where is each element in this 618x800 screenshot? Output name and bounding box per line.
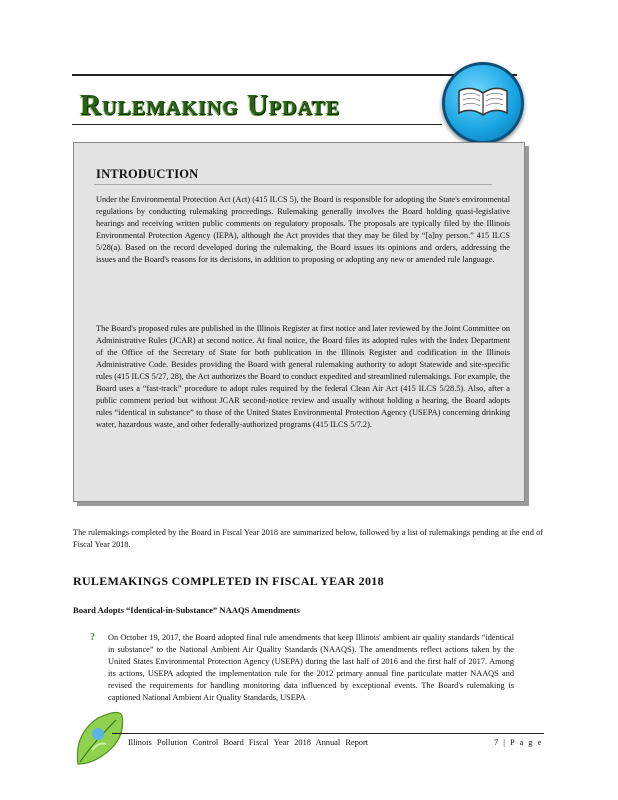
footer-rule <box>112 733 544 734</box>
footer-page-number: 7 | P a g e <box>494 738 543 747</box>
bullet-paragraph: On October 19, 2017, the Board adopted final rule amendments that keep Illinois' ambient air quality standards “identical in substance” to the National Ambient Air Quality Standards (NAAQS). The amendments reflect actions taken by the United States Environmental Protection Agency (USEPA) during the last half of 2016 and the first half of 2017. Among its actions, USEPA adopted the implementation rule for the 2012 primary annual fine particulate matter NAAQS and revised the requirements for handling monitoring data influenced by exceptional events. The Board's rulemaking is captioned National Ambient Air Quality Standards, USEPA <box>108 633 514 703</box>
leaf-logo-icon <box>72 710 126 775</box>
introduction-rule <box>94 184 492 185</box>
bullet-icon: ? <box>90 632 95 643</box>
page-title: Rulemaking Update <box>80 89 341 121</box>
subsection-heading: Board Adopts “Identical-in-Substance” NAAQS Amendments <box>73 605 300 615</box>
introduction-box <box>73 142 525 502</box>
section-heading: RULEMAKINGS COMPLETED IN FISCAL YEAR 2018 <box>73 574 384 588</box>
introduction-paragraph-1: Under the Environmental Protection Act (Act) (415 ILCS 5), the Board is responsible for adopting the State's environmental regulations by conducting rulemaking proceedings. Rulemaking generally involves the Board holding quasi-legislative hearings and receiving written public comments on regulatory proposals. The proposals are typically filed by the Illinois Environmental Protection Agency (IEPA), although the Act provides that they may be filed by “[a]ny person.” 415 ILCS 5/28(a). Based on the record developed during the rulemaking, the Board issues its opinions and orders, addressing the issues and the Board's reasons for its decisions, in addition to proposing or adopting any new or amended rule language. <box>96 195 510 265</box>
footer-report-title: Illinois Pollution Control Board Fiscal Year 2018 Annual Report <box>128 738 369 747</box>
introduction-paragraph-2: The Board's proposed rules are published in the Illinois Register at first notice and later reviewed by the Joint Committee on Administrative Rules (JCAR) at second notice. At final notice, the Board files its adopted rules with the Index Department of the Office of the Secretary of State for both publication in the Illinois Register and codification in the Illinois Administrative Code. Besides providing the Board with general rulemaking authority to adopt Statewide and site-specific rules (415 ILCS 5/27, 28), the Act authorizes the Board to conduct expedited and streamlined rulemakings. For example, the Board uses a “fast-track” procedure to adopt rules required by the federal Clean Air Act (415 ILCS 5/28.5). Also, after a public comment period but without JCAR second-notice review and usually without holding a hearing, the Board adopts rules “identical in substance” to those of the United States Environmental Protection Agency (USEPA) concerning drinking water, hazardous waste, and other federally-authorized programs (415 ILCS 5/7.2). <box>96 324 510 430</box>
title-underline <box>72 124 442 125</box>
introduction-heading: INTRODUCTION <box>96 167 199 181</box>
summary-paragraph: The rulemakings completed by the Board in Fiscal Year 2018 are summarized below, followed by a list of rulemakings pending at the end of Fiscal Year 2018. <box>73 528 543 549</box>
book-icon <box>442 62 524 144</box>
header-top-rule <box>72 74 517 76</box>
